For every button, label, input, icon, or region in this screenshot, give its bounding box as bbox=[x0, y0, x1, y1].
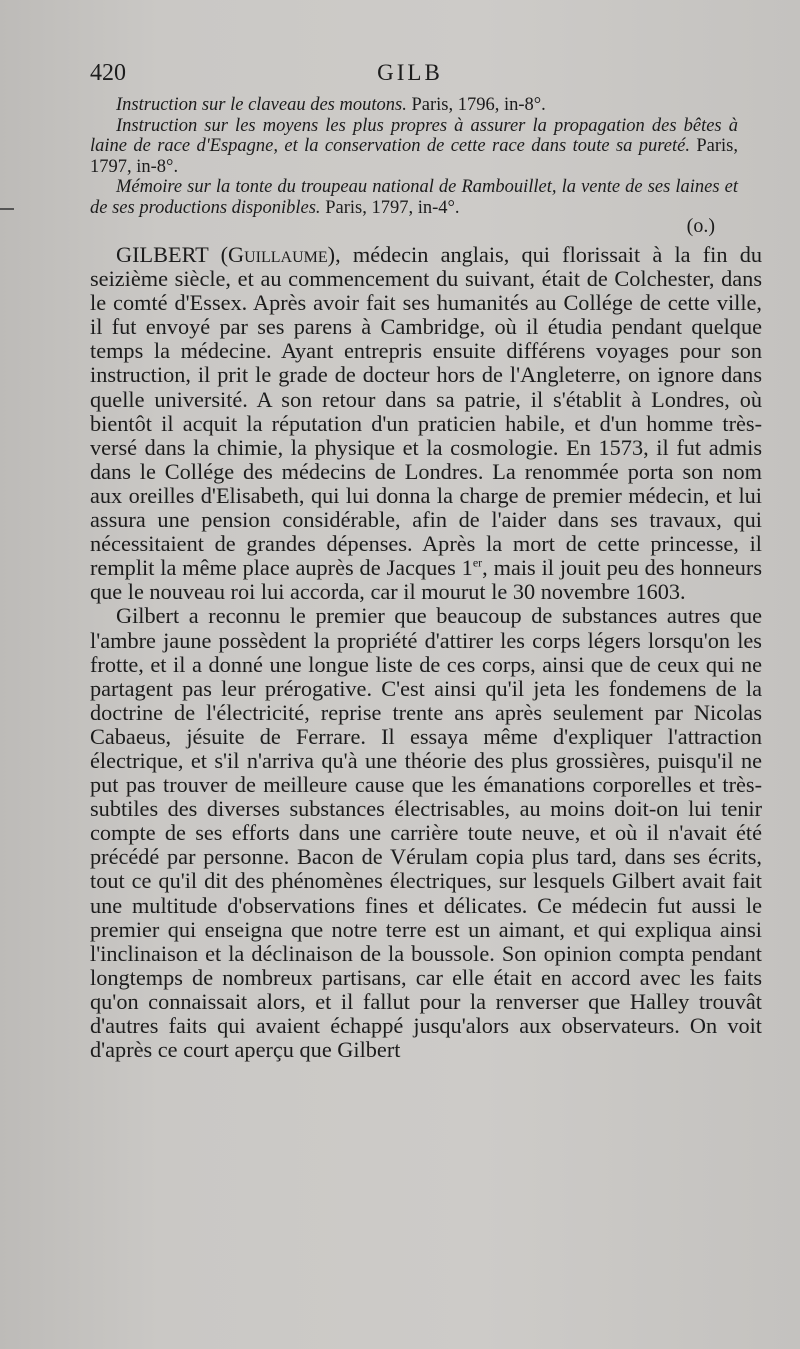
page-number: 420 bbox=[90, 60, 126, 86]
headword: GILBERT bbox=[116, 242, 209, 267]
bib-title: Instruction sur le claveau des moutons. bbox=[116, 95, 407, 115]
article-gilbert bbox=[90, 243, 762, 1062]
bibliography-entry bbox=[90, 177, 738, 218]
paragraph-text: ), médecin anglais, qui florissait à la fin du seizième siècle, et au commencement du suivant, était de Colchester, dans le comté d'Essex. Après avoir fait ses humanités au Collége de cette ville, il fut envoyé par ses parens à Cambridge, où il étudia pendant quelque temps la médecine. Ayant entrepris ensuite différens voyages pour son instruction, il prit le grade de docteur hors de l'Angleterre, on ignore dans quelle université. A son retour dans sa patrie, il s'établit à Londres, où bientôt il acquit la réputation d'un praticien habile, et d'un homme très-versé dans la chimie, la physique et la cosmologie. En 1573, il fut admis dans le Collége des médecins de Londres. La renommée porta son nom aux oreilles d'Elisabeth, qui lui donna la charge de premier médecin, et lui assura une pension considérable, afin de l'aider dans ses travaux, qui nécessitaient de grandes dépenses. Après la mort de cette princesse, il remplit la même place auprès de Jacques 1 bbox=[90, 242, 763, 581]
article-paragraph: GILBERT (Guillaume), médecin anglais, qui florissait à la fin du seizième siècle, et au commencement du suivant, était de Colchester, dans le comté d'Essex. Après avoir fait ses humanités au Collége de cette ville, il fut envoyé par ses parens à Cambridge, où il étudia pendant quelque temps la médecine. Ayant entrepris ensuite différens voyages pour son instruction, il prit le grade de docteur hors de l'Angleterre, on ignore dans quelle université. A son retour dans sa patrie, il s'établit à Londres, où bientôt il acquit la réputation d'un praticien habile, et d'un homme très-versé dans la chimie, la physique et la cosmologie. En 1573, il fut admis dans le Collége des médecins de Londres. La renommée porta son nom aux oreilles d'Elisabeth, qui lui donna la charge de premier médecin, et lui assura une pension considérable, afin de l'aider dans ses travaux, qui nécessitaient de grandes dépenses. Après la mort de cette princesse, il remplit la même place auprès de Jacques 1er, mais il jouit peu des honneurs que le nouveau roi lui accorda, car il mourut le 30 novembre 1603. bbox=[90, 242, 763, 605]
running-head bbox=[90, 60, 730, 96]
paragraph-text: , mais il jouit peu des honneurs que le nouveau roi lui accorda, car il mourut le 30 novembre 1603. bbox=[90, 555, 762, 605]
author-signature: (o.) bbox=[686, 215, 715, 237]
bib-publication: Paris, 1796, in-8°. bbox=[406, 95, 546, 115]
bib-publication: Paris, 1797, in-4°. bbox=[320, 197, 460, 218]
article-paragraph: Gilbert a reconnu le premier que beaucoup de substances autres que l'ambre jaune possèdent la propriété d'attirer les corps légers lorsqu'on les frotte, et il a donné une longue liste de ces corps, ainsi que de ceux qui ne partagent pas leur prérogative. C'est ainsi qu'il jeta les fondemens de la doctrine de l'électricité, reprise trente ans après seulement par Nicolas Cabaeus, jésuite de Ferrare. Il essaya même d'expliquer l'attraction électrique, et s'il n'arriva qu'à une théorie des plus grossières, puisqu'il ne put pas trouver de meilleure cause que les émanations corporelles et très-subtiles des diverses substances électrisables, au moins doit-on lui tenir compte de ses efforts dans une carrière toute neuve, et où il n'avait été précédé par personne. Bacon de Vérulam copia plus tard, dans ses écrits, tout ce qu'il dit des phénomènes électriques, sur lesquels Gilbert avait fait une multitude d'observations fines et délicates. Ce médecin fut aussi le premier qui enseigna que notre terre est un aimant, et qui expliqua ainsi l'inclinaison et la déclinaison de la boussole. Son opinion compta pendant longtemps de nombreux partisans, car elle était en accord avec les faits qu'on connaissait alors, et il fallut pour la renverser que Halley trouvât d'autres faits qui avaient échappé jusqu'alors aux observateurs. On voit d'après ce court aperçu que Gilbert bbox=[90, 603, 762, 1063]
ordinal-superscript: er bbox=[472, 555, 483, 570]
running-title: GILB bbox=[377, 60, 443, 85]
bib-title: Instruction sur les moyens les plus propres à assurer la propagation des bêtes à laine de race d'Espagne, et la conservation de cette race dans toute sa pureté. bbox=[90, 115, 738, 156]
margin-mark bbox=[0, 208, 14, 210]
bib-publication: Paris, 1797, in-8°. bbox=[90, 136, 738, 177]
bibliography-entry bbox=[90, 116, 738, 178]
given-name: Guillaume bbox=[228, 242, 328, 267]
bib-title: Mémoire sur la tonte du troupeau national de Rambouillet, la vente de ses laines et de ses productions disponibles. bbox=[90, 177, 738, 218]
bibliography-entry bbox=[90, 95, 738, 116]
bibliography bbox=[90, 95, 738, 218]
